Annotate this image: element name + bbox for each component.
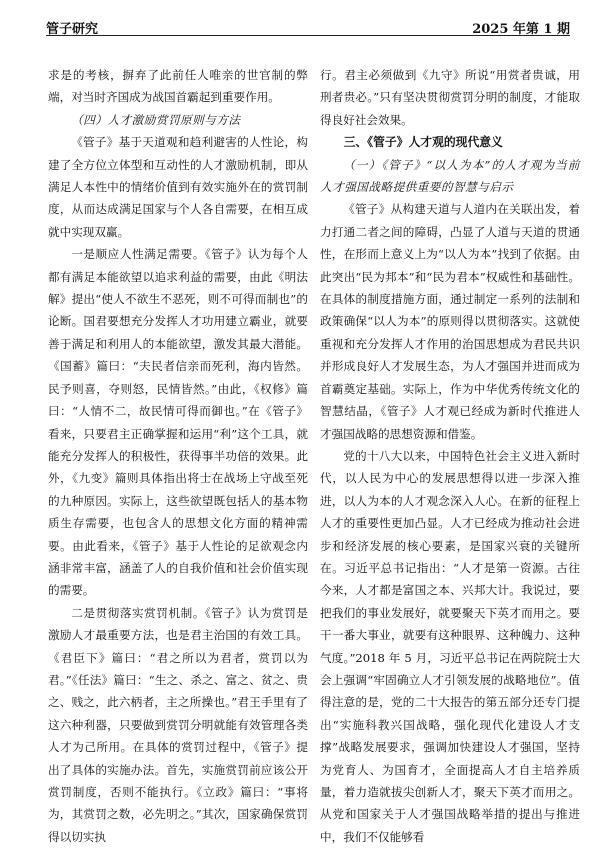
subsection-heading: （一）《管子》“以人为本”的人才观为当前人才强国战略提供重要的智慧与启示 xyxy=(320,157,580,195)
paragraph: 《管子》从构建天道与人道内在关联出发，着力打通二者之间的障碍，凸显了人道与天道的贯通性，在形而上意义上为“以人为本”找到了依据。由此突出“民为邦本”和“民为君本”权威性和基础性。在具体的制度措施方面，通过制定一系列的法制和政策确保“以人为本”的原则得以贯彻落实。这就使重视和充分发挥人才作用的治国思想成为君民共识并形成良好人才发展生态，为人才强国并进而成为首霸奠定基础。实际上，作为中华优秀传统文化的智慧结晶，《管子》人才观已经成为新时代推进人才强国战略的思想资源和借鉴。 xyxy=(320,202,580,441)
running-header xyxy=(46,18,570,37)
left-column xyxy=(48,64,308,844)
paragraph: 二是贯彻落实赏罚机制。《管子》认为赏罚是激励人才最重要方法，也是君主治国的有效工具。《君臣下》篇曰：“君之所以为君者，赏罚以为君。”《任法》篇曰：“生之、杀之、富之、贫之、贵之、贱之，此六柄者，主之所操也。”君王手里有了这六种利器，只要做到赏罚分明就能有效管理各类人才为己所用。在具体的赏罚过程中，《管子》提出了具体的实施办法。首先，实施赏罚前应该公开赏罚制度，否则不能执行。《立政》篇曰：“事将为，其赏罚之数，必先明之。”其次，国家确保赏罚得以切实执 xyxy=(48,605,308,844)
section-heading: 三、《管子》人才观的现代意义 xyxy=(343,135,503,150)
paragraph: 求是的考核，摒弃了此前任人唯亲的世官制的弊端，对当时齐国成为战国首霸起到重要作用。 xyxy=(48,68,308,105)
journal-name: 管子研究 xyxy=(46,22,99,37)
paragraph: 党的十八大以来，中国特色社会主义进入新时代，以人民为中心的发展思想得以进一步深入推进，以人为本的人才观念深入人心。在新的征程上人才的重要性更加凸显。人才已经成为推动社会进步和经济发展的核心要素，是国家兴衰的关键所在。习近平总书记指出：“人才是第一资源。古往今来，人才都是富国之本、兴邦大计。我说过，要把我们的事业发展好，就要聚天下英才而用之。要干一番大事业，就要有这种眼界、这种魄力、这种气度。”2018 年 5 月，习近平总书记在两院院士大会上强调“牢固确立人才引领发展的战略地位”。值得注意的是，党的二十大报告的第五部分还专门提出“实施科教兴国战略，强化现代化建设人才支撑”战略发展要求，强调加快建设人才强国，坚持为党育人、为国育才，全面提高人才自主培养质量，着力造就拔尖创新人才，聚天下英才而用之。从党和国家关于人才强国战略举措的提出与推进中，我们不仅能够看 xyxy=(320,448,580,844)
right-column xyxy=(320,64,580,844)
paragraph: 《管子》基于天道观和趋利避害的人性论，构建了全方位立体型和互动性的人才激励机制，即从满足人本性中的情绪价值到有效实施外在的赏罚制度，从而达成满足国家与个人各自需要，在相互成就中实现双赢。 xyxy=(48,135,308,239)
header-rule xyxy=(46,35,570,36)
subsection-heading: （四）人才激励赏罚原则与方法 xyxy=(71,112,241,127)
issue-label: 2025 年第 1 期 xyxy=(472,22,570,37)
paragraph: 行。君主必须做到《九守》所说“用赏者贵诚，用刑者贵必。”只有坚决贯彻赏罚分明的制度，才能取得良好社会效果。 xyxy=(320,68,580,127)
paragraph: 一是顺应人性满足需要。《管子》认为每个人都有满足本能欲望以追求利益的需要，由此《明法解》提出“使人不欲生不恶死，则不可得而制也”的论断。国君要想充分发挥人才功用建立霸业，就要善于满足和利用人的本能欲望，激发其最大潜能。《国蓄》篇曰：“夫民者信亲而死利，海内皆然。民予则喜，夺则怒，民情皆然。”由此，《权修》篇曰：“人情不二，故民情可得而御也。”在《管子》看来，只要君主正确掌握和运用“利”这个工具，就能充分发挥人的积极性，获得事半功倍的效果。此外，《九变》篇则具体指出将士在战场上守战至死的九种原因。实际上，这些欲望既包括人的基本物质生存需要，也包含人的思想文化方面的精神需要。由此看来，《管子》基于人性论的足欲观念内涵非常丰富，涵盖了人的自我价值和社会价值实现的需要。 xyxy=(48,247,308,598)
